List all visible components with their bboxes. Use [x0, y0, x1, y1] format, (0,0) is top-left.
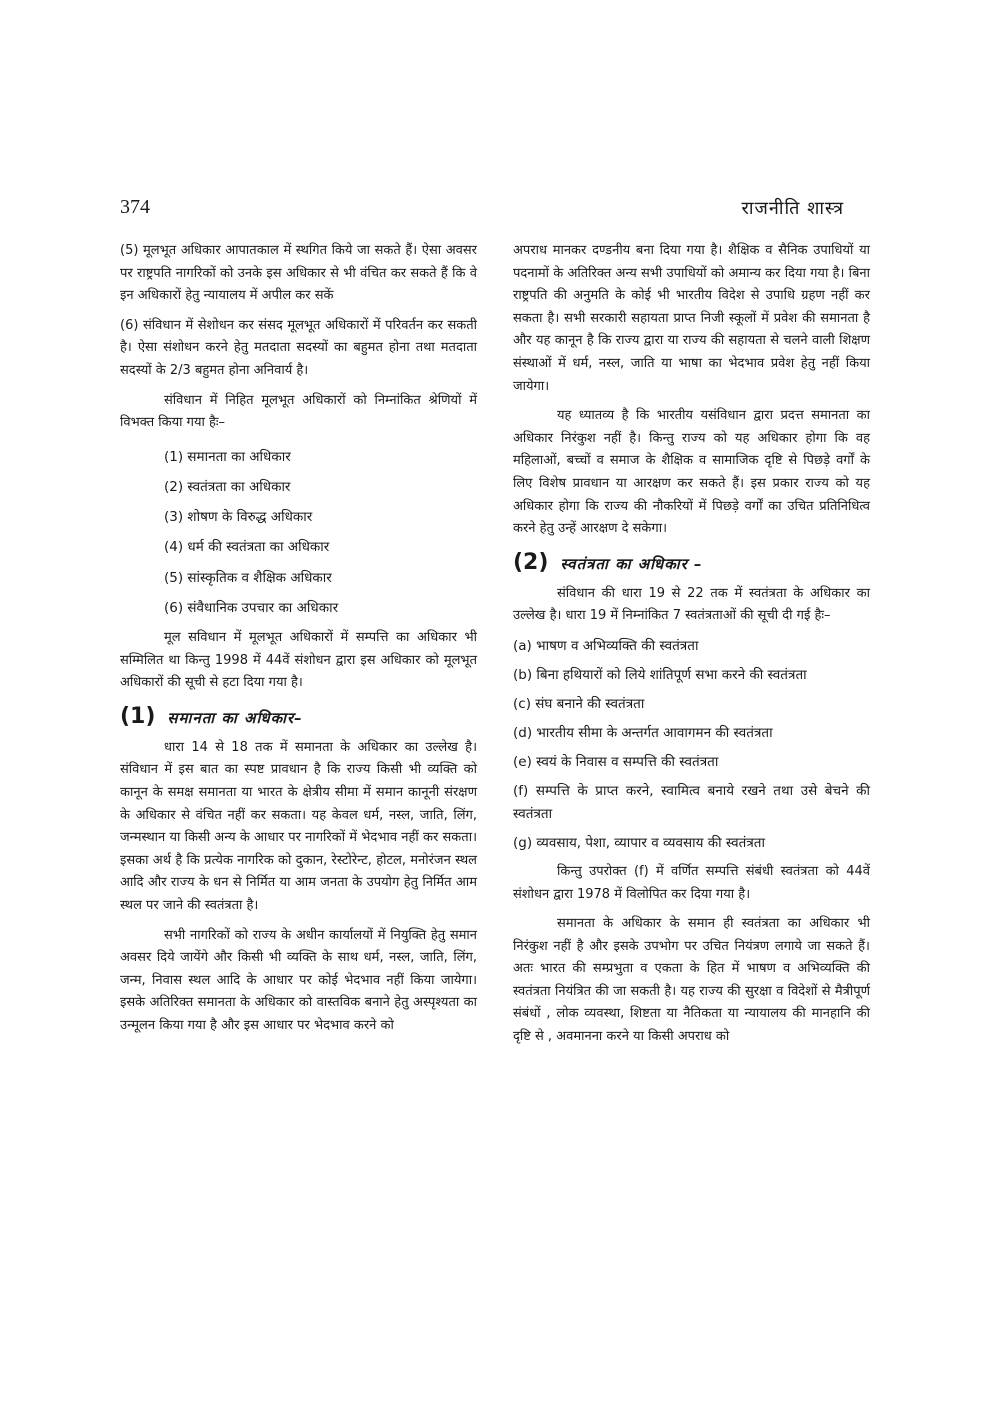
paragraph-freedom-intro: संविधान की धारा 19 से 22 तक में स्वतंत्रता के अधिकार का उल्लेख है। धारा 19 में निम्नांकित 7 स्वतंत्रताओं की सूची दी गई हैः– — [513, 585, 870, 624]
paragraph-categories-intro: संविधान में निहित मूलभूत अधिकारों को निम्नांकित श्रेणियों में विभक्त किया गया हैः– — [120, 392, 477, 431]
list-item: (b) बिना हथियारों को लिये शांतिपूर्ण सभा करने की स्वतंत्रता — [513, 666, 807, 683]
list-item: (c) संघ बनाने की स्वतंत्रता — [513, 695, 645, 712]
section-number: (1) — [120, 703, 156, 729]
list-item: (2) स्वतंत्रता का अधिकार — [164, 478, 291, 495]
list-item: (d) भारतीय सीमा के अन्तर्गत आवागमन की स्वतंत्रता — [513, 724, 773, 741]
section-title: स्वतंत्रता का अधिकार – — [560, 554, 703, 573]
paragraph-property-right-note: मूल सविधान में मूलभूत अधिकारों में सम्पत्ति का अधिकार भी सम्मिलित था किन्तु 1998 में 44वें संशोधन द्वारा इस अधिकार को मूलभूत अधिकारों की सूची से हटा दिया गया है। — [120, 629, 477, 691]
list-item: (e) स्वयं के निवास व सम्पत्ति की स्वतंत्रता — [513, 753, 719, 770]
section-title: समानता का अधिकार– — [167, 708, 303, 727]
left-column — [120, 240, 477, 1044]
paragraph-equality-articles: धारा 14 से 18 तक में समानता के अधिकार का उल्लेख है। संविधान में इस बात का स्पष्ट प्रावधान है कि राज्य किसी भी व्यक्ति को कानून के समक्ष समानता या भारत के क्षेत्रीय सीमा में समान कानूनी संरक्षण के अधिकार से वंचित नहीं कर सकता। यह केवल धर्म, नस्ल, जाति, लिंग, जन्मस्थान या किसी अन्य के आधार पर नागरिकों में भेदभाव नहीं कर सकता। इसका अर्थ है कि प्रत्येक नागरिक को दुकान, रेस्टोरेन्ट, होटल, मनोरंजन स्थल आदि और राज्य के धन से निर्मित या आम जनता के उपयोग हेतु निर्मित आम स्थल पर जाने की स्वतंत्रता है। — [120, 739, 477, 913]
list-item: (a) भाषण व अभिव्यक्ति की स्वतंत्रता — [513, 637, 699, 654]
paragraph-equal-opportunity: सभी नागरिकों को राज्य के अधीन कार्यालयों में नियुक्ति हेतु समान अवसर दिये जायेंगे और किसी भी व्यक्ति के साथ धर्म, नस्ल, जाति, लिंग, जन्म, निवास स्थल आदि के आधार पर कोई भेदभाव नहीं किया जायेगा। इसके अतिरिक्त समानता के अधिकार को वास्तविक बनाने हेतु अस्पृश्यता का उन्मूलन किया गया है और इस आधार पर भेदभाव करने को — [120, 927, 477, 1033]
list-item: (5) सांस्कृतिक व शैक्षिक अधिकार — [164, 569, 332, 586]
list-item: (3) शोषण के विरुद्ध अधिकार — [164, 509, 313, 526]
list-item: (4) धर्म की स्वतंत्रता का अधिकार — [164, 539, 330, 556]
rights-list — [164, 442, 477, 623]
page-number: 374 — [120, 196, 150, 218]
list-item: (g) व्यवसाय, पेशा, व्यापार व व्यवसाय की स्वतंत्रता — [513, 834, 765, 851]
paragraph-reasonable-restrictions: समानता के अधिकार के समान ही स्वतंत्रता का अधिकार भी निरंकुश नहीं है और इसके उपभोग पर उचित नियंत्रण लगाये जा सकते हैं। अतः भारत की सम्प्रभुता व एकता के हित में भाषण व अभिव्यक्ति की स्वतंत्रता नियंत्रित की जा सकती है। यह राज्य की सुरक्षा व विदेशों से मैत्रीपूर्ण संबंधों , लोक व्यवस्था, शिष्टता या नैतिकता या न्यायालय की मानहानि की दृष्टि से , अवमानना करने या किसी अपराध को — [513, 916, 870, 1045]
running-head: राजनीति शास्त्र — [741, 198, 844, 219]
paragraph-emergency-suspension: (5) मूलभूत अधिकार आपातकाल में स्थगित किये जा सकते हैं। ऐसा अवसर पर राष्ट्रपति नागरिकों को उनके इस अधिकार से भी वंचित कर सकते हैं कि वे इन अधिकारों हेतु न्यायालय में अपील कर सकें — [120, 243, 477, 304]
section-heading-freedom — [513, 548, 870, 579]
freedoms-list — [513, 635, 870, 855]
list-item: (f) सम्पत्ति के प्राप्त करने, स्वामित्व बनाये रखने तथा उसे बेचने की स्वतंत्रता — [513, 782, 870, 822]
section-number: (2) — [513, 549, 549, 575]
paragraph-equality-not-absolute: यह ध्यातव्य है कि भारतीय यसंविधान द्वारा प्रदत्त समानता का अधिकार निरंकुश नहीं है। किन्तु राज्य को यह अधिकार होगा कि वह महिलाओं, बच्चों व समाज के शैक्षिक व सामाजिक दृष्टि से पिछड़े वर्गों के लिए विशेष प्रावधान या आरक्षण कर सकते हैं। इस प्रकार राज्य को यह अधिकार होगा कि राज्य की नौकरियों में पिछड़े वर्गों का उचित प्रतिनिधित्व करने हेतु उन्हें आरक्षण दे सकेगा। — [513, 408, 870, 537]
list-item: (6) संवैधानिक उपचार का अधिकार — [164, 599, 339, 616]
paragraph-continuation: अपराध मानकर दण्डनीय बना दिया गया है। शैक्षिक व सैनिक उपाधियों या पदनामों के अतिरिक्त अन्य सभी उपाधियों को अमान्य कर दिया गया है। बिना राष्ट्रपति की अनुमति के कोई भी भारतीय विदेश से उपाधि ग्रहण नहीं कर सकता है। सभी सरकारी सहायता प्राप्त निजी स्कूलों में प्रवेश की समानता है और यह कानून है कि राज्य द्वारा या राज्य की सहायता से चलने वाली शिक्षण संस्थाओं में धर्म, नस्ल, जाति या भाषा का भेदभाव प्रवेश हेतु नहीं किया जायेगा। — [513, 243, 870, 394]
section-heading-equality — [120, 702, 477, 733]
right-column — [513, 240, 870, 1056]
paragraph-repeal-note: किन्तु उपरोक्त (f) में वर्णित सम्पत्ति संबंधी स्वतंत्रता को 44वें संशोधन द्वारा 1978 में विलोपित कर दिया गया है। — [513, 863, 870, 902]
list-item: (1) समानता का अधिकार — [164, 448, 291, 465]
paragraph-amendment: (6) संविधान में सेशोधन कर संसद मूलभूत अधिकारों में परिवर्तन कर सकती है। ऐसा संशोधन करने हेतु मतदाता सदस्यों का बहुमत होना तथा मतदाता सदस्यों के 2/3 बहुमत होना अनिवार्य है। — [120, 317, 477, 378]
